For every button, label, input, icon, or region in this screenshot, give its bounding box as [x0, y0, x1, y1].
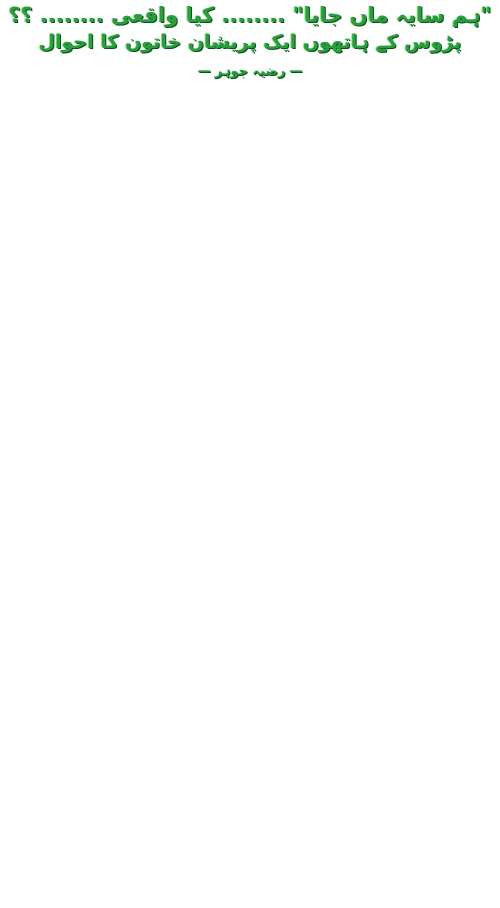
- body-text-line: [8, 340, 492, 366]
- body-text-line: [8, 314, 492, 340]
- body-text-line: [8, 830, 492, 856]
- body-text-line: [8, 546, 492, 572]
- body-text-line: [8, 185, 492, 211]
- body-text-line: [8, 211, 492, 237]
- article-author: — رضیہ جوہر —: [194, 64, 307, 79]
- body-text-line: [8, 650, 492, 676]
- body-text-line: [8, 417, 492, 443]
- body-text-line: [8, 469, 492, 495]
- body-text-line: [8, 727, 492, 753]
- body-text-line: [8, 779, 492, 805]
- title-container: [0, 2, 500, 27]
- body-text-line: [8, 288, 492, 314]
- body-text-line: [8, 366, 492, 392]
- body-text-line: [8, 753, 492, 779]
- subtitle-container: [0, 31, 500, 53]
- author-container: [0, 60, 500, 79]
- body-text-line: [8, 624, 492, 650]
- body-text-line: [8, 856, 492, 882]
- body-text-line: [8, 804, 492, 830]
- body-text-line: [8, 263, 492, 289]
- body-text-line: [8, 237, 492, 263]
- body-text-line: [8, 392, 492, 418]
- body-text-line: [8, 159, 492, 185]
- article-subtitle: پڑوس کے ہاتھوں ایک پریشان خاتون کا احوال: [38, 31, 462, 53]
- article-title: "ہم سایہ ماں جایا" ........ کیا واقعی ........ ؟؟: [8, 3, 492, 27]
- article-body: [8, 82, 492, 865]
- body-text-line: [8, 108, 492, 134]
- body-text-line: [8, 521, 492, 547]
- body-text-line: [8, 572, 492, 598]
- body-text-line: [8, 495, 492, 521]
- body-text-line: [8, 134, 492, 160]
- body-text-line: [8, 701, 492, 727]
- body-text-line: [8, 82, 492, 108]
- body-text-line: [8, 443, 492, 469]
- body-text-line: [8, 882, 492, 908]
- body-text-line: [8, 598, 492, 624]
- body-text-line: [8, 675, 492, 701]
